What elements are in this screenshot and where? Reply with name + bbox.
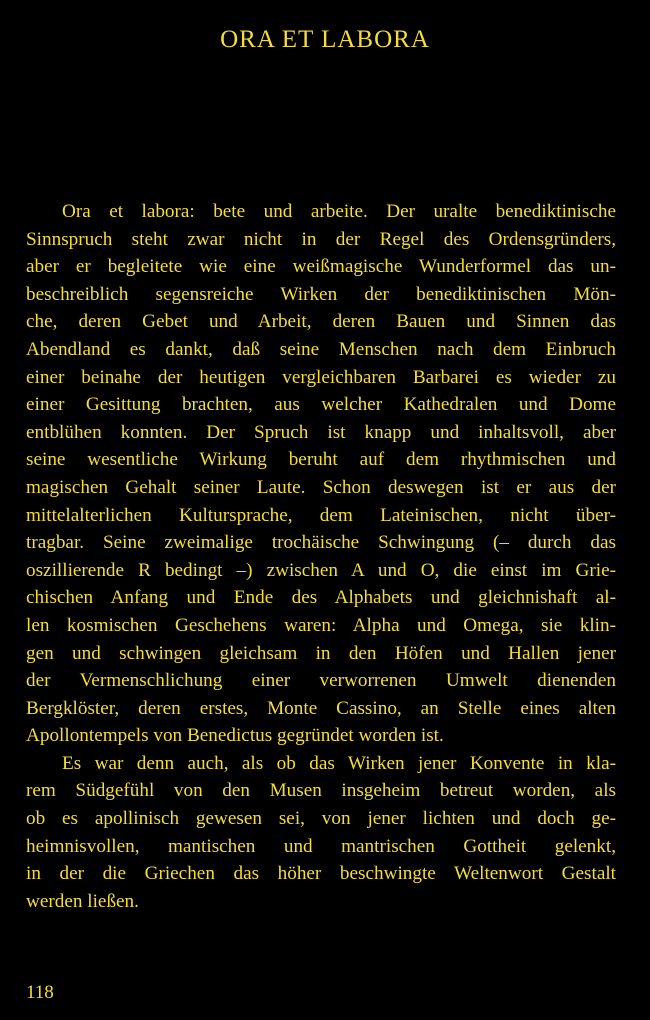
text-line: oszillierende R bedingt –) zwischen A und O, die einst im Grie- — [26, 559, 616, 581]
text-line: chischen Anfang und Ende des Alphabets und gleichnishaft al- — [26, 587, 616, 609]
text-line: len kosmischen Geschehens waren: Alpha und Omega, sie klin- — [26, 614, 616, 636]
text-line: Apollontempels von Benedictus gegründet worden ist. — [26, 725, 444, 747]
text-line: Es war denn auch, als ob das Wirken jener Konvente in kla- — [62, 752, 616, 774]
text-line: beschreiblich segensreiche Wirken der benediktinischen Mön- — [26, 283, 616, 305]
text-line: einer beinahe der heutigen vergleichbaren Barbarei es wieder zu — [26, 366, 616, 388]
text-line: che, deren Gebet und Arbeit, deren Bauen und Sinnen das — [26, 311, 616, 333]
text-line: Sinnspruch steht zwar nicht in der Regel des Ordensgründers, — [26, 228, 616, 250]
text-line: Ora et labora: bete und arbeite. Der uralte benediktinische — [62, 201, 616, 222]
text-line: mittelalterlichen Kultursprache, dem Lateinischen, nicht über- — [26, 504, 616, 526]
text-line: in der die Griechen das höher beschwingte Weltenwort Gestalt — [26, 863, 616, 885]
body-text — [26, 198, 616, 915]
text-line: ob es apollinisch gewesen sei, von jener lichten und doch ge- — [26, 808, 616, 830]
text-line: gen und schwingen gleichsam in den Höfen und Hallen jener — [26, 642, 616, 664]
text-line: heimnisvollen, mantischen und mantrischen Gottheit gelenkt, — [26, 835, 616, 857]
text-line: Abendland es dankt, daß seine Menschen nach dem Einbruch — [26, 338, 616, 360]
text-line: magischen Gehalt seiner Laute. Schon deswegen ist er aus der — [26, 476, 616, 498]
text-line: aber er begleitete wie eine weißmagische Wunderformel das un- — [26, 256, 616, 278]
text-line: entblühen konnten. Der Spruch ist knapp und inhaltsvoll, aber — [26, 421, 616, 443]
text-line: tragbar. Seine zweimalige trochäische Schwingung (– durch das — [26, 532, 616, 554]
text-line: der Vermenschlichung einer verworrenen Umwelt dienenden — [26, 670, 616, 692]
text-line: Bergklöster, deren erstes, Monte Cassino, an Stelle eines alten — [26, 697, 616, 719]
paragraph-2 — [26, 750, 616, 916]
text-line: seine wesentliche Wirkung beruht auf dem rhythmischen und — [26, 449, 616, 471]
text-line: rem Südgefühl von den Musen insgeheim betreut worden, als — [26, 780, 616, 802]
text-line: werden ließen. — [26, 890, 139, 912]
paragraph-1 — [26, 198, 616, 750]
page-number: 118 — [26, 982, 54, 1003]
chapter-heading: ORA ET LABORA — [220, 26, 430, 53]
text-line: einer Gesittung brachten, aus welcher Kathedralen und Dome — [26, 394, 616, 416]
